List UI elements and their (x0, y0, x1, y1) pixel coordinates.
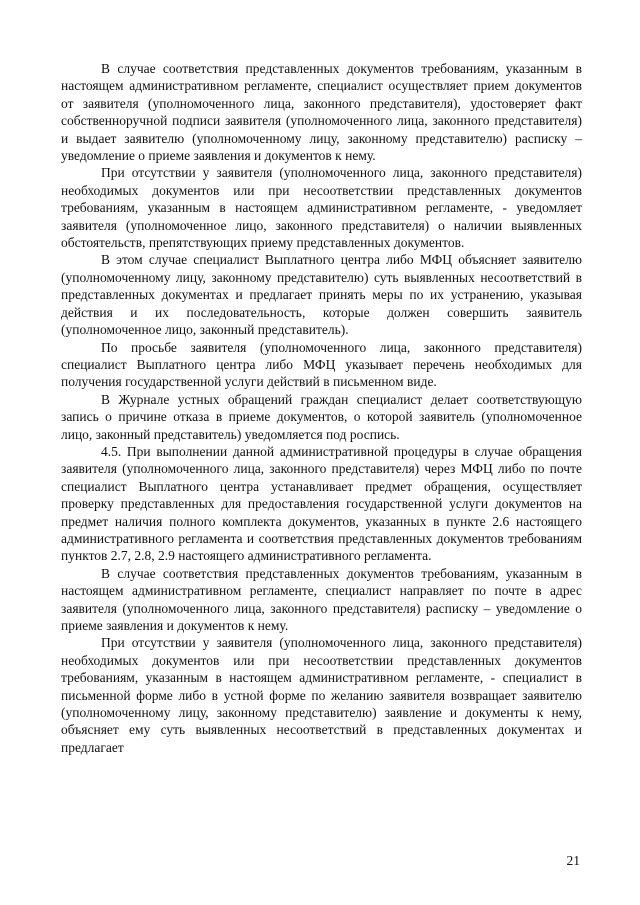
paragraph-8: При отсутствии у заявителя (уполномоченного лица, законного представителя) необходимых документов или при несоответствии представленных документов требованиям, указанным в настоящем административном регламенте, - специалист в письменной форме либо в устной форме по желанию заявителя возвращает заявителю (уполномоченному лицу, законному представителю) заявление и документы к нему, объясняет ему суть выявленных несоответствий в представленных документах и предлагает (61, 635, 582, 755)
paragraph-4: По просьбе заявителя (уполномоченного лица, законного представителя) специалист Выплатного центра либо МФЦ указывает перечень необходимых для получения государственной услуги действий в письменном виде. (61, 339, 582, 390)
paragraph-5: В Журнале устных обращений граждан специалист делает соответствующую запись о причине отказа в приеме документов, о которой заявитель (уполномоченное лицо, законный представитель) уведомляется под роспись. (61, 391, 582, 442)
paragraph-6: 4.5. При выполнении данной административной процедуры в случае обращения заявителя (уполномоченного лица, законного представителя) через МФЦ либо по почте специалист Выплатного центра устанавливает предмет обращения, осуществляет проверку представленных для предоставления государственной услуги документов на предмет наличия полного комплекта документов, указанных в пункте 2.6 настоящего административного регламента и соответствия представленных документов требованиям пунктов 2.7, 2.8, 2.9 настоящего административного регламента. (61, 443, 582, 564)
paragraph-1: В случае соответствия представленных документов требованиям, указанным в настоящем административном регламенте, специалист осуществляет прием документов от заявителя (уполномоченного лица, законного представителя), удостоверяет факт собственноручной подписи заявителя (уполномоченного лица, законного представителя) и выдает заявителю (уполномоченному лицу, законному представителю) расписку – уведомление о приеме заявления и документов к нему. (61, 61, 582, 164)
paragraph-2: При отсутствии у заявителя (уполномоченного лица, законного представителя) необходимых документов или при несоответствии представленных документов требованиям, указанным в настоящем административном регламенте, - уведомляет заявителя (уполномоченное лицо, законного представителя) о наличии выявленных обстоятельств, препятствующих приему представленных документов. (61, 165, 582, 251)
paragraph-3: В этом случае специалист Выплатного центра либо МФЦ объясняет заявителю (уполномоченному лицу, законному представителю) суть выявленных несоответствий в представленных документах и предлагает принять меры по их устранению, указывая действия и их последовательность, которые должен совершить заявитель (уполномоченное лицо, законный представитель). (61, 252, 582, 338)
document-page (61, 60, 582, 756)
paragraph-7: В случае соответствия представленных документов требованиям, указанным в настоящем административном регламенте, специалист направляет по почте в адрес заявителя (уполномоченного лица, законного представителя) расписку – уведомление о приеме заявления и документов к нему. (61, 565, 582, 633)
page-number: 21 (566, 853, 580, 868)
